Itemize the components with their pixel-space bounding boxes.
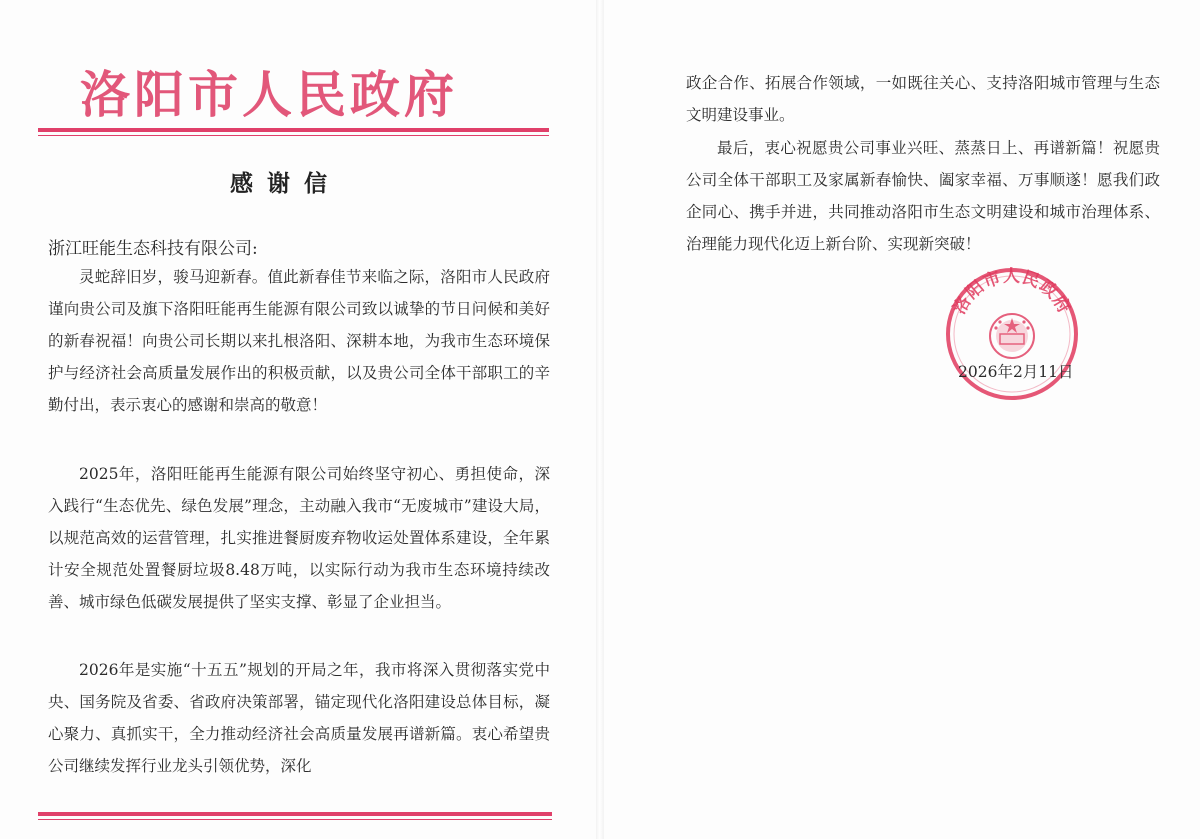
- letterhead-title: 洛阳市人民政府: [80, 65, 458, 124]
- footer-rule-thin: [38, 819, 552, 820]
- body-paragraph-3: 2026年是实施“十五五”规划的开局之年，我市将深入贯彻落实党中央、国务院及省委、省政府决策部署，锚定现代化洛阳建设总体目标，凝心聚力、真抓实干，全力推动经济社会高质量发展再谱新篇。衷心希望贵公司继续发挥行业龙头引领优势，深化: [48, 661, 550, 775]
- letterhead-rule-thick: [38, 128, 549, 132]
- salutation: 浙江旺能生态科技有限公司:: [48, 239, 258, 259]
- national-emblem-icon: [990, 314, 1034, 358]
- seal-text: 洛阳市人民政府: [949, 266, 1075, 318]
- letter-date: 2026年2月11日: [958, 363, 1074, 381]
- body-paragraph-2: 2025年，洛阳旺能再生能源有限公司始终坚守初心、勇担使命，深入践行“生态优先、绿色发展”理念，主动融入我市“无废城市”建设大局，以规范高效的运营管理，扎实推进餐厨废弃物收运处置体系建设，全年累计安全规范处置餐厨垃圾8.48万吨，以实际行动为我市生态环境持续改善、城市绿色低碳发展提供了坚实支撑、彰显了企业担当。: [48, 465, 550, 611]
- closing-paragraph: 最后，衷心祝愿贵公司事业兴旺、蒸蒸日上、再谱新篇！祝愿贵公司全体干部职工及家属新春愉快、阖家幸福、万事顺遂！愿我们政企同心、携手并进，共同推动洛阳市生态文明建设和城市治理体系、治理能力现代化迈上新台阶、实现新突破！: [686, 139, 1160, 253]
- svg-text:洛阳市人民政府: [949, 267, 1075, 318]
- letterhead-rule-thin: [38, 135, 549, 136]
- body-paragraph-continued: 政企合作、拓展合作领域，一如既往关心、支持洛阳城市管理与生态文明建设事业。: [686, 74, 1160, 124]
- body-paragraph-1: 灵蛇辞旧岁，骏马迎新春。值此新春佳节来临之际，洛阳市人民政府谨向贵公司及旗下洛阳旺能再生能源有限公司致以诚挚的节日问候和美好的新春祝福！向贵公司长期以来扎根洛阳、深耕本地，为我市生态环境保护与经济社会高质量发展作出的积极贡献，以及贵公司全体干部职工的辛勤付出，表示衷心的感谢和崇高的敬意！: [48, 268, 550, 414]
- page-gutter: [596, 0, 604, 839]
- letter-title: 感谢信: [230, 170, 341, 197]
- footer-rule-thick: [38, 812, 552, 816]
